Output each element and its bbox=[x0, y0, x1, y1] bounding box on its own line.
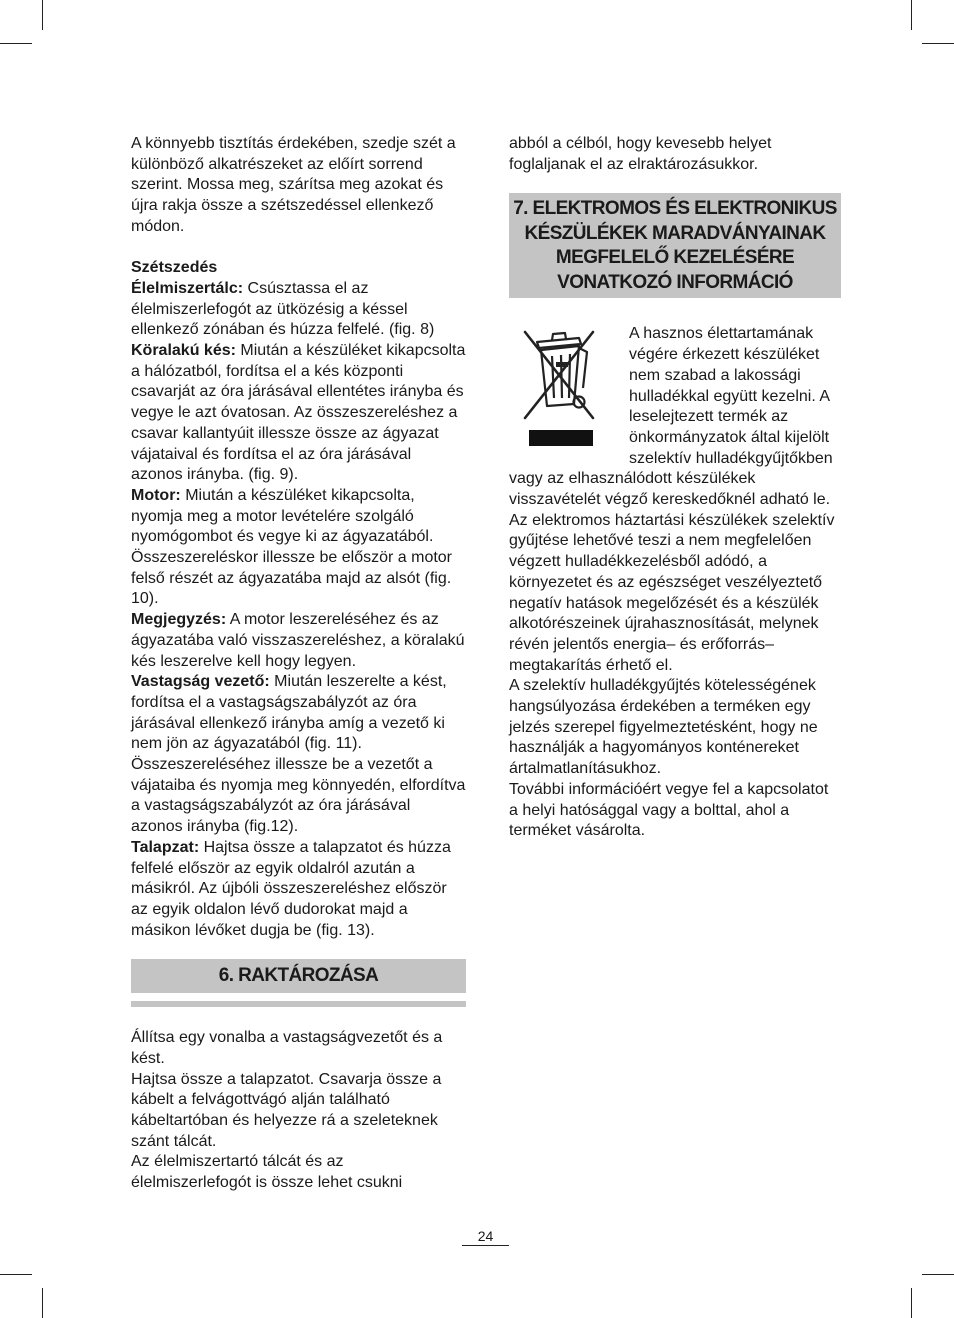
section6-heading: 6. RAKTÁROZÁSA bbox=[131, 959, 466, 993]
section7-heading: 7. ELEKTROMOS ÉS ELEKTRONIKUS KÉSZÜLÉKEK MARADVÁNYAINAK MEGFELELŐ KEZELÉSÉRE VONATKOZÓ INFORMÁCIÓ bbox=[509, 193, 841, 298]
paragraph-note bbox=[131, 610, 466, 672]
crop-mark bbox=[911, 0, 912, 30]
crop-mark bbox=[922, 1274, 954, 1275]
section6-paragraph: Az élelmiszertartó tálcát és az élelmiszerlefogót is össze lehet csukni bbox=[131, 1153, 403, 1192]
right-paragraph: További információért vegye fel a kapcsolatot a helyi hatósággal vagy a bolttal, ahol a terméket vásárolta. bbox=[509, 780, 829, 840]
continuation-paragraph: abból a célból, hogy kevesebb helyet foglaljanak el az elraktározásukkor. bbox=[509, 135, 772, 173]
label: Megjegyzés: bbox=[131, 611, 227, 629]
crop-mark bbox=[42, 0, 43, 30]
text: Hajtsa össze a talapzatot és húzza felfelé először az egyik oldalról azután a másikról. Az újbóli összeszereléshez először az egyik oldalon lévő dudorokat majd a másikon lévőket dugja be (fig. 13). bbox=[131, 838, 451, 939]
paragraph-circular-blade bbox=[131, 341, 466, 486]
label: Motor: bbox=[131, 486, 181, 504]
page-number: 24 bbox=[462, 1227, 509, 1246]
paragraph-motor bbox=[131, 486, 466, 610]
intro-paragraph: A könnyebb tisztítás érdekében, szedje szét a különböző alkatrészeket az előírt sorrend szerint. Mossa meg, szárítsa meg azokat és újra rakja össze a szétszedéssel ellenkező módon. bbox=[131, 135, 456, 235]
weee-block bbox=[509, 324, 841, 676]
text: A motor leszereléséhez és az ágyazatába való visszaszereléshez, a köralakú kés leszerelve kell hogy legyen. bbox=[131, 611, 465, 670]
text: Miután a készüléket kikapcsolta, nyomja meg a motor levételére szolgáló nyomógombot és vegye ki az ágyazatából. Összeszereléskor illessze be először a motor felső részét az ágyazatába majd az alsót (fig. 10). bbox=[131, 486, 453, 608]
label: Köralakú kés: bbox=[131, 342, 236, 360]
weee-paragraph: A hasznos élettartamának végére érkezett készüléket nem szabad a lakossági hulladékkal együtt kezelni. A leselejtezett termék az önkormányzatok által kijelölt szelektív hulladékgyűjtőkben vagy az elhasználódott készülékek visszavételét végző kereskedőknél adható le. Az elektromos háztartási készülékek szelektív gyűjtése lehetővé teszi a nem megfelelően végzett hulladékkezelésből adódó, a környezetet és az egészséget veszélyeztető negatív hatások megelőzését és a készülék alkotórészeinek újrahasznosítását, melynek révén jelentős energia– és erőforrás– megtakarítás érhető el. bbox=[509, 325, 835, 674]
label: Élelmiszertálc: bbox=[131, 279, 244, 297]
paragraph-food-tray bbox=[131, 279, 466, 341]
crop-mark bbox=[922, 43, 954, 44]
disassembly-title: Szétszedés bbox=[131, 259, 218, 277]
paragraph-base bbox=[131, 838, 466, 942]
text: Miután leszerelte a kést, fordítsa el a vastagságszabályzót az óra járásával ellenkező irányba amíg a vezető ki nem jön az ágyazatából (fig. 11). Összeszereléséhez illessze be a vezetőt a vájataiba és nyomja meg könnyedén, elfordítva a vastagságszabályzót az óra járásával azonos irányba (fig.12). bbox=[131, 673, 466, 836]
crop-mark bbox=[42, 1288, 43, 1318]
section6-paragraph: Állítsa egy vonalba a vastagságvezetőt és a kést. bbox=[131, 1029, 443, 1067]
paragraph-thickness-guide bbox=[131, 672, 466, 838]
crossed-out-wheelie-bin-icon bbox=[519, 324, 601, 450]
right-column bbox=[509, 134, 841, 842]
text: Csúsztassa el az élelmiszerlefogót az ütközésig a késsel ellenkező zónában és húzza felfelé. (fig. 8) bbox=[131, 279, 435, 339]
text: Miután a készüléket kikapcsolta a hálózatból, fordítsa el a kés központi csavarját az óra járásával ellentétes irányba és vegye le azt óvatosan. Az összeszereléshez a csavar kallantyúit illessze össze az ágyazat vájataival és fordítsa el az óra járásával azonos irányba. (fig. 9). bbox=[131, 342, 466, 484]
label: Vastagság vezető: bbox=[131, 673, 270, 691]
crop-mark bbox=[0, 43, 32, 44]
right-paragraph: A szelektív hulladékgyűjtés kötelességének hangsúlyozása érdekében a terméken egy jelzés szerepel figyelmeztetésként, hogy ne használják a hagyományos konténereket ártalmatlanításukhoz. bbox=[509, 677, 818, 778]
label: Talapzat: bbox=[131, 838, 200, 856]
left-column bbox=[131, 134, 466, 1194]
section6-paragraph: Hajtsa össze a talapzatot. Csavarja össze a kábelt a felvágottvágó alján található kábeltartóban és helyezze rá a szeleteknek szánt tálcát. bbox=[131, 1070, 442, 1150]
crop-mark bbox=[911, 1288, 912, 1318]
crop-mark bbox=[0, 1274, 32, 1275]
